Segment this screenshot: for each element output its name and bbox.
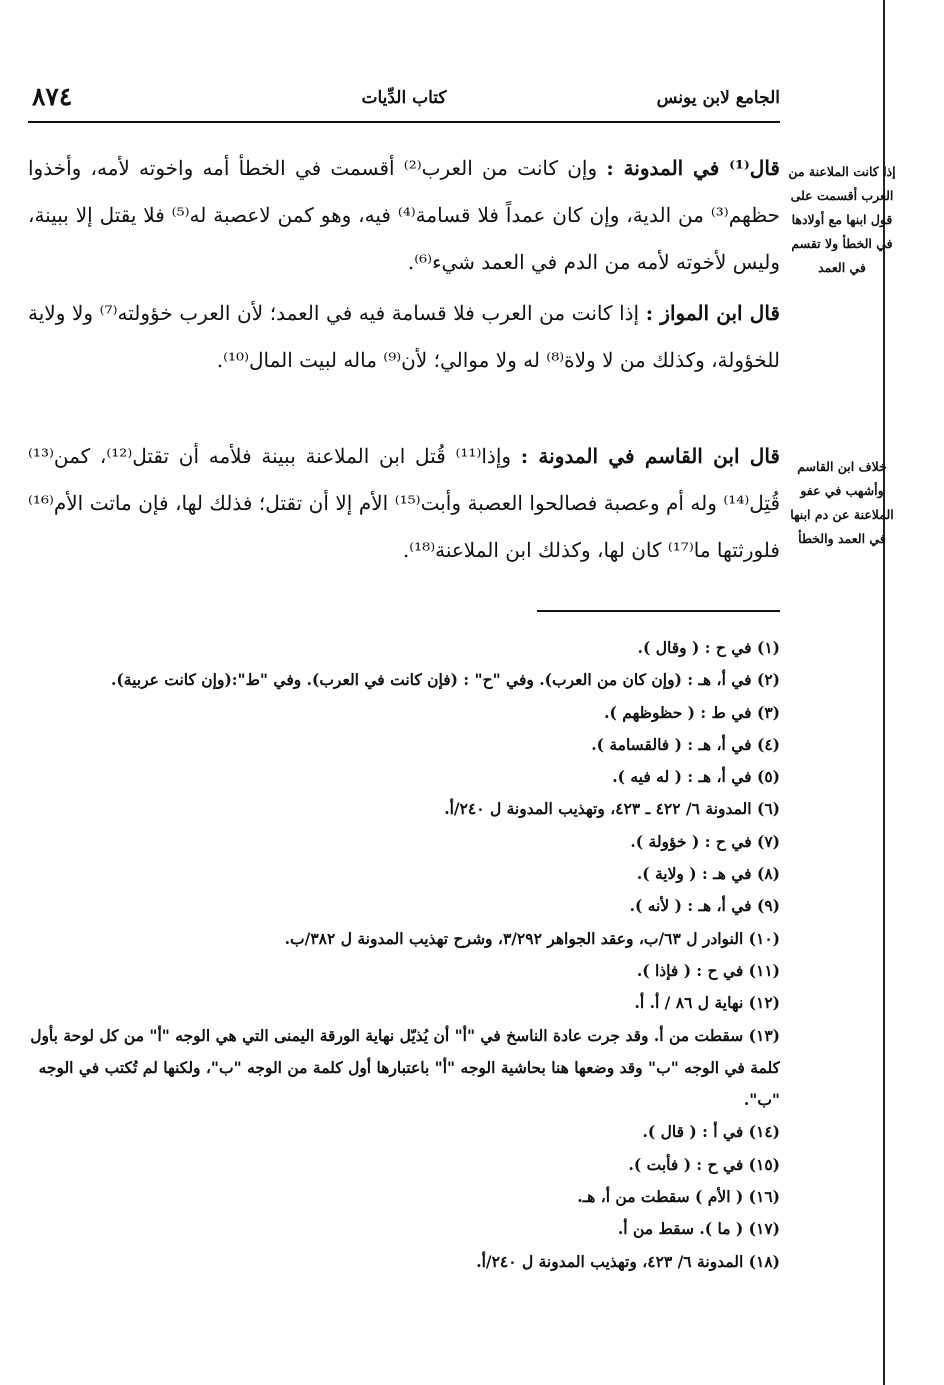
paragraph-text: إذا كانت من العرب فلا قسامة فيه في العمد؛ لأن العرب خؤولته⁽⁷⁾ ولا ولاية للخؤولة، وكذلك من لا ولاة⁽⁸⁾ له ولا موالي؛ لأن⁽⁹⁾ ماله لبيت المال⁽¹⁰⁾. (28, 301, 780, 372)
paragraph-text: وإن كانت من العرب⁽²⁾ أقسمت في الخطأ أمه واخوته لأمه، وأخذوا حظهم⁽³⁾ من الدية، وإن كان عمداً فلا قسامة⁽⁴⁾ فيه، وهو كمن لاعصبة له⁽⁵⁾ فلا يقتل إلا ببينة، وليس لأخوته لأمه من الدم في العمد شيء⁽⁶⁾. (28, 156, 780, 274)
footnote: (١) في ح : ( وقال ). (637, 638, 780, 657)
footnote: (٨) في هـ : ( ولاية ). (636, 864, 780, 884)
footnote: (١٦) ( الأم ) سقطت من أ، هـ. (577, 1187, 780, 1207)
footnote: (٥) في أ، هـ : ( له فيه ). (612, 767, 780, 787)
footnote: (١٠) النوادر ل ٦٣/ب، وعقد الجواهر ٣/٢٩٢، وشرح تهذيب المدونة ل ٣٨٢/ب. (284, 928, 780, 948)
page-number: ٨٧٤ (32, 82, 73, 111)
paragraph-lead: قال ابن القاسم في المدونة : (520, 444, 780, 468)
footnote: (٩) في أ، هـ : ( لأنه ). (629, 896, 780, 916)
paragraph-3 (28, 433, 780, 574)
paragraph-2 (28, 290, 780, 384)
footnote: (٦) المدونة ٦/ ٤٢٢ ـ ٤٢٣، وتهذيب المدونة ل ٢٤٠/أ. (444, 799, 780, 819)
footnote: (١٢) نهاية ل ٨٦ / أ. أ. (634, 993, 780, 1013)
footnote: (١٥) في ح : ( فأبت ). (628, 1154, 780, 1174)
footnote: (١١) في ح : ( فإذا ). (636, 960, 780, 980)
footnote: (١٤) في أ : ( قال ). (642, 1122, 780, 1142)
footnote: (٢) في أ، هـ : (وإن كان من العرب). وفي "ح" : (فإن كانت في العرب). وفي "ط":(وإن كانت عربية). (111, 670, 780, 690)
book-title: الجامع لابن يونس (656, 88, 780, 108)
paragraph-lead: قال⁽¹⁾ في المدونة : (606, 156, 780, 180)
margin-note-1: إذا كانت الملاعنة من العرب أقسمت على قول ابنها مع أولادها في الخطأ ولا تقسم في العمد (788, 164, 896, 275)
page-header (28, 82, 780, 120)
footnote: (١٨) المدونة ٦/ ٤٢٣، وتهذيب المدونة ل ٢٤٠/أ. (476, 1251, 780, 1271)
footnote: (٧) في ح : ( خؤولة ). (630, 831, 780, 851)
footnotes (28, 632, 780, 1278)
footnote: (١٣) سقطت من أ. وقد جرت عادة الناسخ في "أ" أن يُذيّل نهاية الورقة اليمنى التي هي الوجه "أ" من كل لوحة بأول كلمة في الوجه "ب" وقد وضعها هنا بحاشية الوجه "أ" باعتبارها أول كلمة من الوجه "ب"، ولكنها لم تُكتب في الوجه "ب". (30, 1025, 780, 1110)
chapter-title: كتاب الدِّيات (361, 88, 447, 108)
footnote: (١٧) ( ما ). سقط من أ. (617, 1219, 780, 1239)
header-rule (28, 121, 780, 123)
paragraph-lead: قال ابن المواز : (645, 301, 780, 325)
footnote: (٣) في ط : ( حظوظهم ). (604, 702, 780, 722)
paragraph-text: وإذا⁽¹¹⁾ قُتل ابن الملاعنة ببينة فلأمه أن تقتل⁽¹²⁾، كمن⁽¹³⁾ قُتِل⁽¹⁴⁾ وله أم وعصبة فصالحوا العصبة وأبت⁽¹⁵⁾ الأم إلا أن تقتل؛ فذلك لها، فإن ماتت الأم⁽¹⁶⁾ فلورثتها ما⁽¹⁷⁾ كان لها، وكذلك ابن الملاعنة⁽¹⁸⁾. (28, 444, 780, 562)
footnote: (٤) في أ، هـ : ( فالقسامة ). (591, 734, 780, 754)
margin-note-2: خلاف ابن القاسم وأشهب في عفو الملاعنة عن دم ابنها في العمد والخطأ (790, 459, 894, 546)
footnote-separator (537, 610, 780, 612)
paragraph-1 (28, 145, 780, 286)
